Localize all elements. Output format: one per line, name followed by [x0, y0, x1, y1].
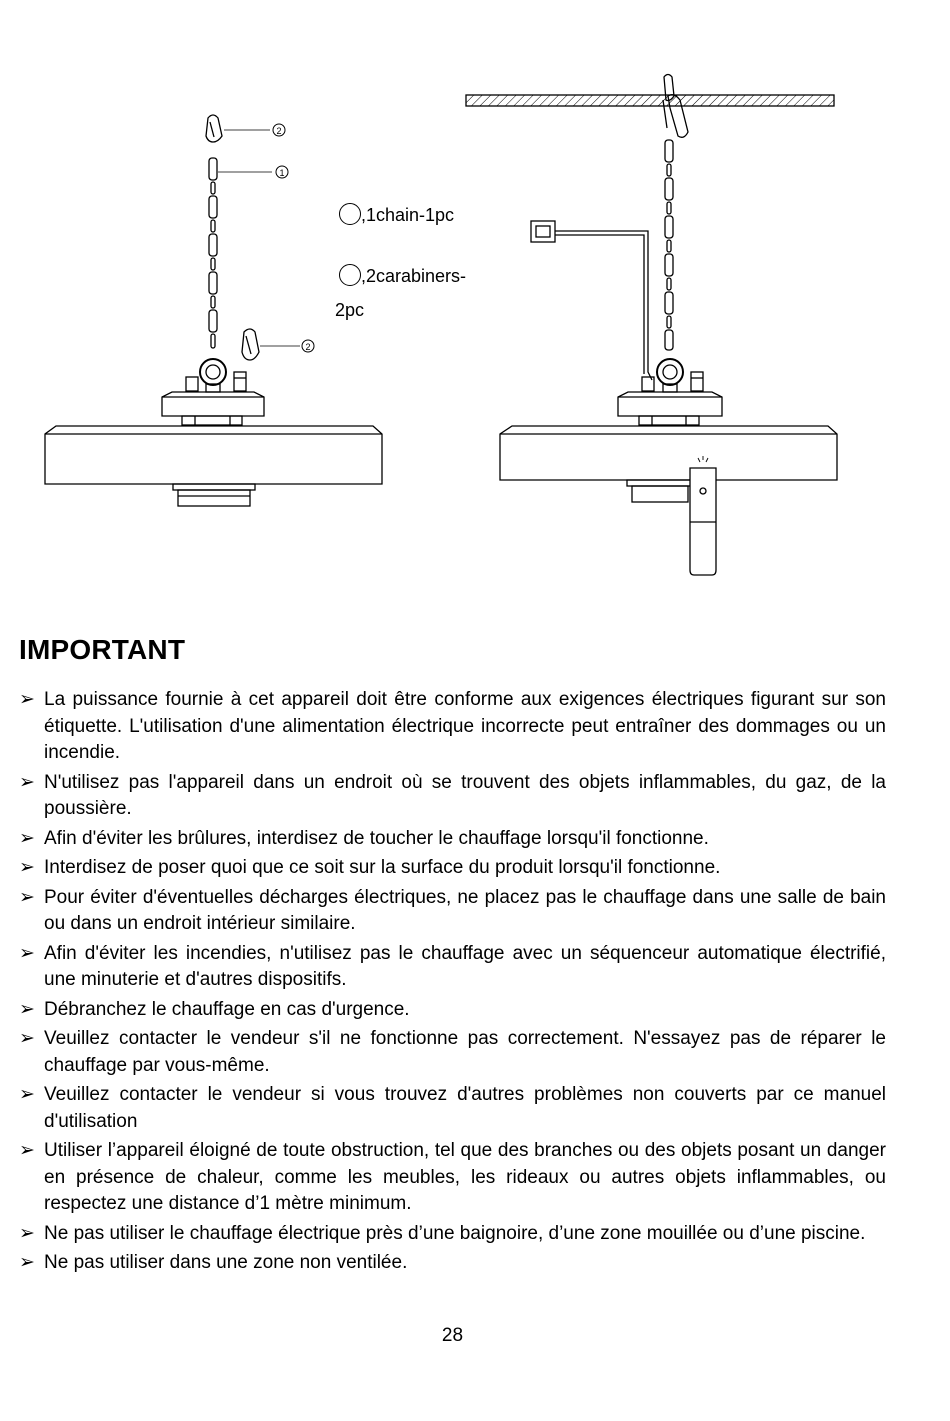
ceiling [466, 95, 834, 106]
arrow-bullet-icon: ➢ [19, 1028, 35, 1049]
legend-circle-icon [339, 203, 361, 225]
legend-text-carabiners-qty: 2pc [335, 300, 365, 320]
arrow-bullet-icon: ➢ [19, 689, 35, 710]
callout-number-carabiner-bottom: 2 [305, 342, 311, 352]
legend-circle-icon [339, 264, 361, 286]
callout-number-carabiner-top: 2 [276, 126, 282, 136]
remote-control [690, 456, 716, 575]
list-item: ➢ La puissance fournie à cet appareil doit être conforme aux exigences électriques figurant sur son étiquette. L'utilisation d'une alimentation électrique incorrecte peut entraîner des dommages ou un incendie. [19, 689, 886, 763]
wall-outlet [531, 221, 555, 242]
list-item: ➢ Ne pas utiliser dans une zone non ventilée. [19, 1250, 886, 1277]
page-number: 28 [441, 1325, 464, 1346]
arrow-bullet-icon: ➢ [19, 1084, 35, 1105]
carabiner-bottom [242, 329, 259, 360]
arrow-bullet-icon: ➢ [19, 771, 35, 793]
chain-left [209, 158, 217, 348]
list-item: ➢ Interdisez de poser quoi que ce soit sur la surface du produit lorsqu'il fonctionne. [19, 855, 886, 882]
legend-text-chain: ,1chain-1pc [361, 205, 455, 225]
left-heater-exploded-view [45, 115, 382, 506]
list-item: ➢ Afin d'éviter les brûlures, interdisez de toucher le chauffage lorsqu'il fonctionne. [19, 826, 886, 853]
list-item: ➢ Débranchez le chauffage en cas d'urgence. [19, 997, 886, 1024]
list-item: ➢ Pour éviter d'éventuelles décharges électriques, ne placez pas le chauffage dans une salle de bain ou dans un endroit intérieur similaire. [19, 886, 886, 934]
legend-carabiners [339, 264, 466, 287]
list-item: ➢ Afin d'éviter les incendies, n'utilisez pas le chauffage avec un séquenceur automatique électrifié, une minuterie et d'autres dispositifs. [19, 942, 886, 990]
section-title: IMPORTANT [19, 634, 186, 665]
list-item: ➢ Ne pas utiliser le chauffage électrique près d’une baignoire, d’une zone mouillée ou d’une piscine. [19, 1221, 886, 1248]
arrow-bullet-icon: ➢ [19, 942, 35, 964]
arrow-bullet-icon: ➢ [19, 1222, 35, 1244]
safety-list [19, 687, 886, 1280]
arrow-bullet-icon: ➢ [19, 998, 35, 1020]
callout-number-chain: 1 [279, 168, 285, 178]
list-item: ➢ Veuillez contacter le vendeur si vous trouvez d'autres problèmes non couverts par ce manuel d'utilisation [19, 1084, 886, 1132]
arrow-bullet-icon: ➢ [19, 886, 35, 908]
list-item: ➢ Utiliser l’appareil éloigné de toute obstruction, tel que des branches ou des objets posant un danger en présence de chaleur, comme les meubles, les rideaux ou autres objets inflammables, ou respectez une distance d’1 mètre minimum. [19, 1140, 886, 1214]
arrow-bullet-icon: ➢ [19, 827, 35, 849]
list-item: ➢ Veuillez contacter le vendeur s'il ne fonctionne pas correctement. N'essayez pas de réparer le chauffage par vous-même. [19, 1028, 886, 1076]
arrow-bullet-icon: ➢ [19, 1252, 35, 1273]
arrow-bullet-icon: ➢ [19, 1140, 35, 1161]
installation-diagram [0, 0, 950, 600]
legend-chain [339, 203, 454, 226]
chain-right [665, 140, 673, 350]
right-heater-installed-view [466, 75, 837, 576]
arrow-bullet-icon: ➢ [19, 857, 35, 878]
legend-text-carabiners: ,2carabiners- [361, 266, 467, 286]
carabiner-top [206, 115, 222, 142]
list-item: ➢ N'utilisez pas l'appareil dans un endroit où se trouvent des objets inflammables, du gaz, de la poussière. [19, 771, 886, 819]
legend-carabiners-qty [335, 299, 364, 321]
